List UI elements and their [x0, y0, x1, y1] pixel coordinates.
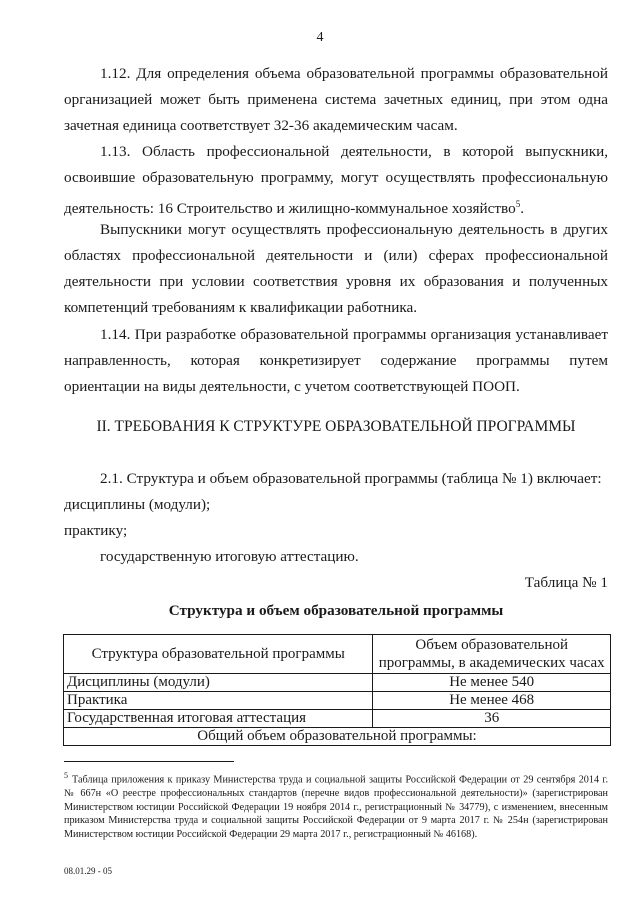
footnote — [64, 769, 608, 841]
table-row — [64, 674, 611, 692]
section-heading: II. ТРЕБОВАНИЯ К СТРУКТУРЕ ОБРАЗОВАТЕЛЬНОЙ ПРОГРАММЫ — [96, 418, 576, 435]
row-name: Практика — [64, 692, 373, 710]
total-label: Общий объем образовательной программы: — [64, 728, 611, 746]
table-total-row — [64, 728, 611, 746]
footnote-reference: 5 — [515, 199, 521, 209]
table-caption: Таблица № 1 — [524, 574, 608, 591]
paragraph-1-13-end: . — [520, 200, 524, 218]
paragraph-1-13-text: 1.13. Область профессиональной деятельности, в которой выпускники, освоившие образовательную программу, могут осуществлять профессиональную деятельность: 16 Строительство и жилищно-коммунальное хозяйство — [64, 143, 608, 218]
footnote-divider — [64, 761, 234, 762]
row-name: Государственная итоговая аттестация — [64, 710, 373, 728]
header-volume: Объем образовательной программы, в академических часах — [373, 635, 611, 674]
table-title: Структура и объем образовательной программы — [168, 602, 504, 619]
footnote-marker: 5 — [64, 771, 68, 780]
paragraph-1-14: 1.14. При разработке образовательной программы организация устанавливает направленность, которая конкретизирует содержание программы путем ориентации на виды деятельности, с учетом соответствующей ПООП. — [64, 326, 608, 395]
table-header-row — [64, 635, 611, 674]
page-number: 4 — [316, 30, 324, 45]
row-name: Дисциплины (модули) — [64, 674, 373, 692]
list-item: государственную итоговую аттестацию. — [100, 548, 359, 565]
paragraph-1-12: 1.12. Для определения объема образовательной программы образовательной организацией может быть применена система зачетных единиц, при этом одна зачетная единица соответствует 32-36 академическим часам. — [64, 65, 608, 134]
structure-table — [63, 634, 611, 746]
row-value: 36 — [373, 710, 611, 728]
table-row — [64, 692, 611, 710]
list-item: дисциплины (модули); — [64, 496, 211, 513]
paragraph-2-1: 2.1. Структура и объем образовательной программы (таблица № 1) включает: — [100, 470, 602, 487]
row-value: Не менее 468 — [373, 692, 611, 710]
header-structure: Структура образовательной программы — [64, 635, 373, 674]
paragraph-graduates: Выпускники могут осуществлять профессиональную деятельность в других областях профессиональной деятельности и (или) сферах профессиональной деятельности при условии соответствия уровня их образования и полученных компетенций требованиям к квалификации работника. — [64, 221, 608, 316]
paragraph-1-13 — [64, 139, 608, 222]
footer-code: 08.01.29 - 05 — [64, 866, 112, 876]
list-item: практику; — [64, 522, 128, 539]
footnote-text: Таблица приложения к приказу Министерства труда и социальной защиты Российской Федерации от 29 сентября 2014 г. № 667н «О реестре профессиональных стандартов (перечне видов профессиональной деятельности)» (зарегистрирован Министерством юстиции Российской Федерации 19 ноября 2014 г., регистрационный № 34779), с изменением, внесенным приказом Министерства труда и социальной защиты Российской Федерации от 9 марта 2017 г. № 254н (зарегистрирован Министерством юстиции Российской Федерации 29 марта 2017 г., регистрационный № 46168). — [64, 774, 608, 840]
row-value: Не менее 540 — [373, 674, 611, 692]
table-row — [64, 710, 611, 728]
